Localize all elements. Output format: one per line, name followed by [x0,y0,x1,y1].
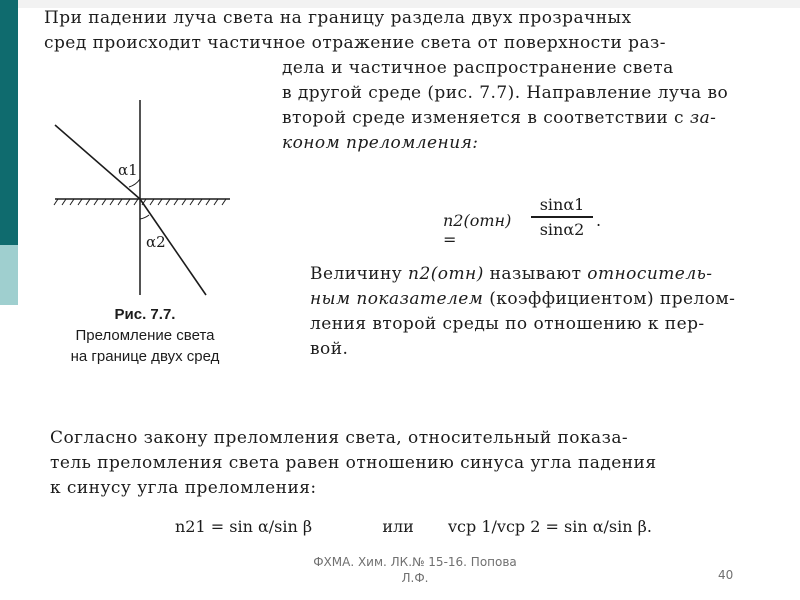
paragraph-intro: При падении луча света на границу раздела двух прозрачных сред происходит частичное отражение света от поверхности раз- [44,8,666,53]
paragraph-snell-law: Согласно закону преломления света, относительный показа- тель преломления света равен отношению синуса угла падения к синусу угла преломления: [50,428,657,498]
alpha1-arc [129,179,140,187]
figure-caption: Рис. 7.7. Преломление света на границе двух сред [70,306,220,365]
footer-text: ФХМА. Хим. ЛК.№ 15-16. Попова Л.Ф. [313,555,517,585]
formula-lhs: n2(отн) = [443,211,512,249]
snell-rhs: vср 1/vср 2 = sin α/sin β. [448,517,652,536]
snell-or: или [382,517,414,536]
decorative-bar-dark [0,0,18,282]
formula-fraction: sinα1 sinα2 [531,195,593,239]
refraction-diagram [50,95,240,305]
alpha1-label: α1 [118,161,138,179]
alpha2-arc [140,215,149,219]
decorative-bar-light [0,245,18,305]
paragraph-refraction-law: дела и частичное распространение света в другой среде (рис. 7.7). Направление луча во второй среде изменяется в соответствии с за- коном преломления: [282,58,729,153]
fraction-bar [531,216,593,218]
snell-lhs: n21 = sin α/sin β [175,517,313,536]
alpha2-label: α2 [146,233,166,251]
paragraph-relative-index: Величину n2(отн) называют относитель- ным показателем (коэффициентом) прелом- ления второй среды по отношению к пер- вой. [310,264,736,359]
page-number: 40 [718,568,734,582]
snell-formula [175,517,652,536]
